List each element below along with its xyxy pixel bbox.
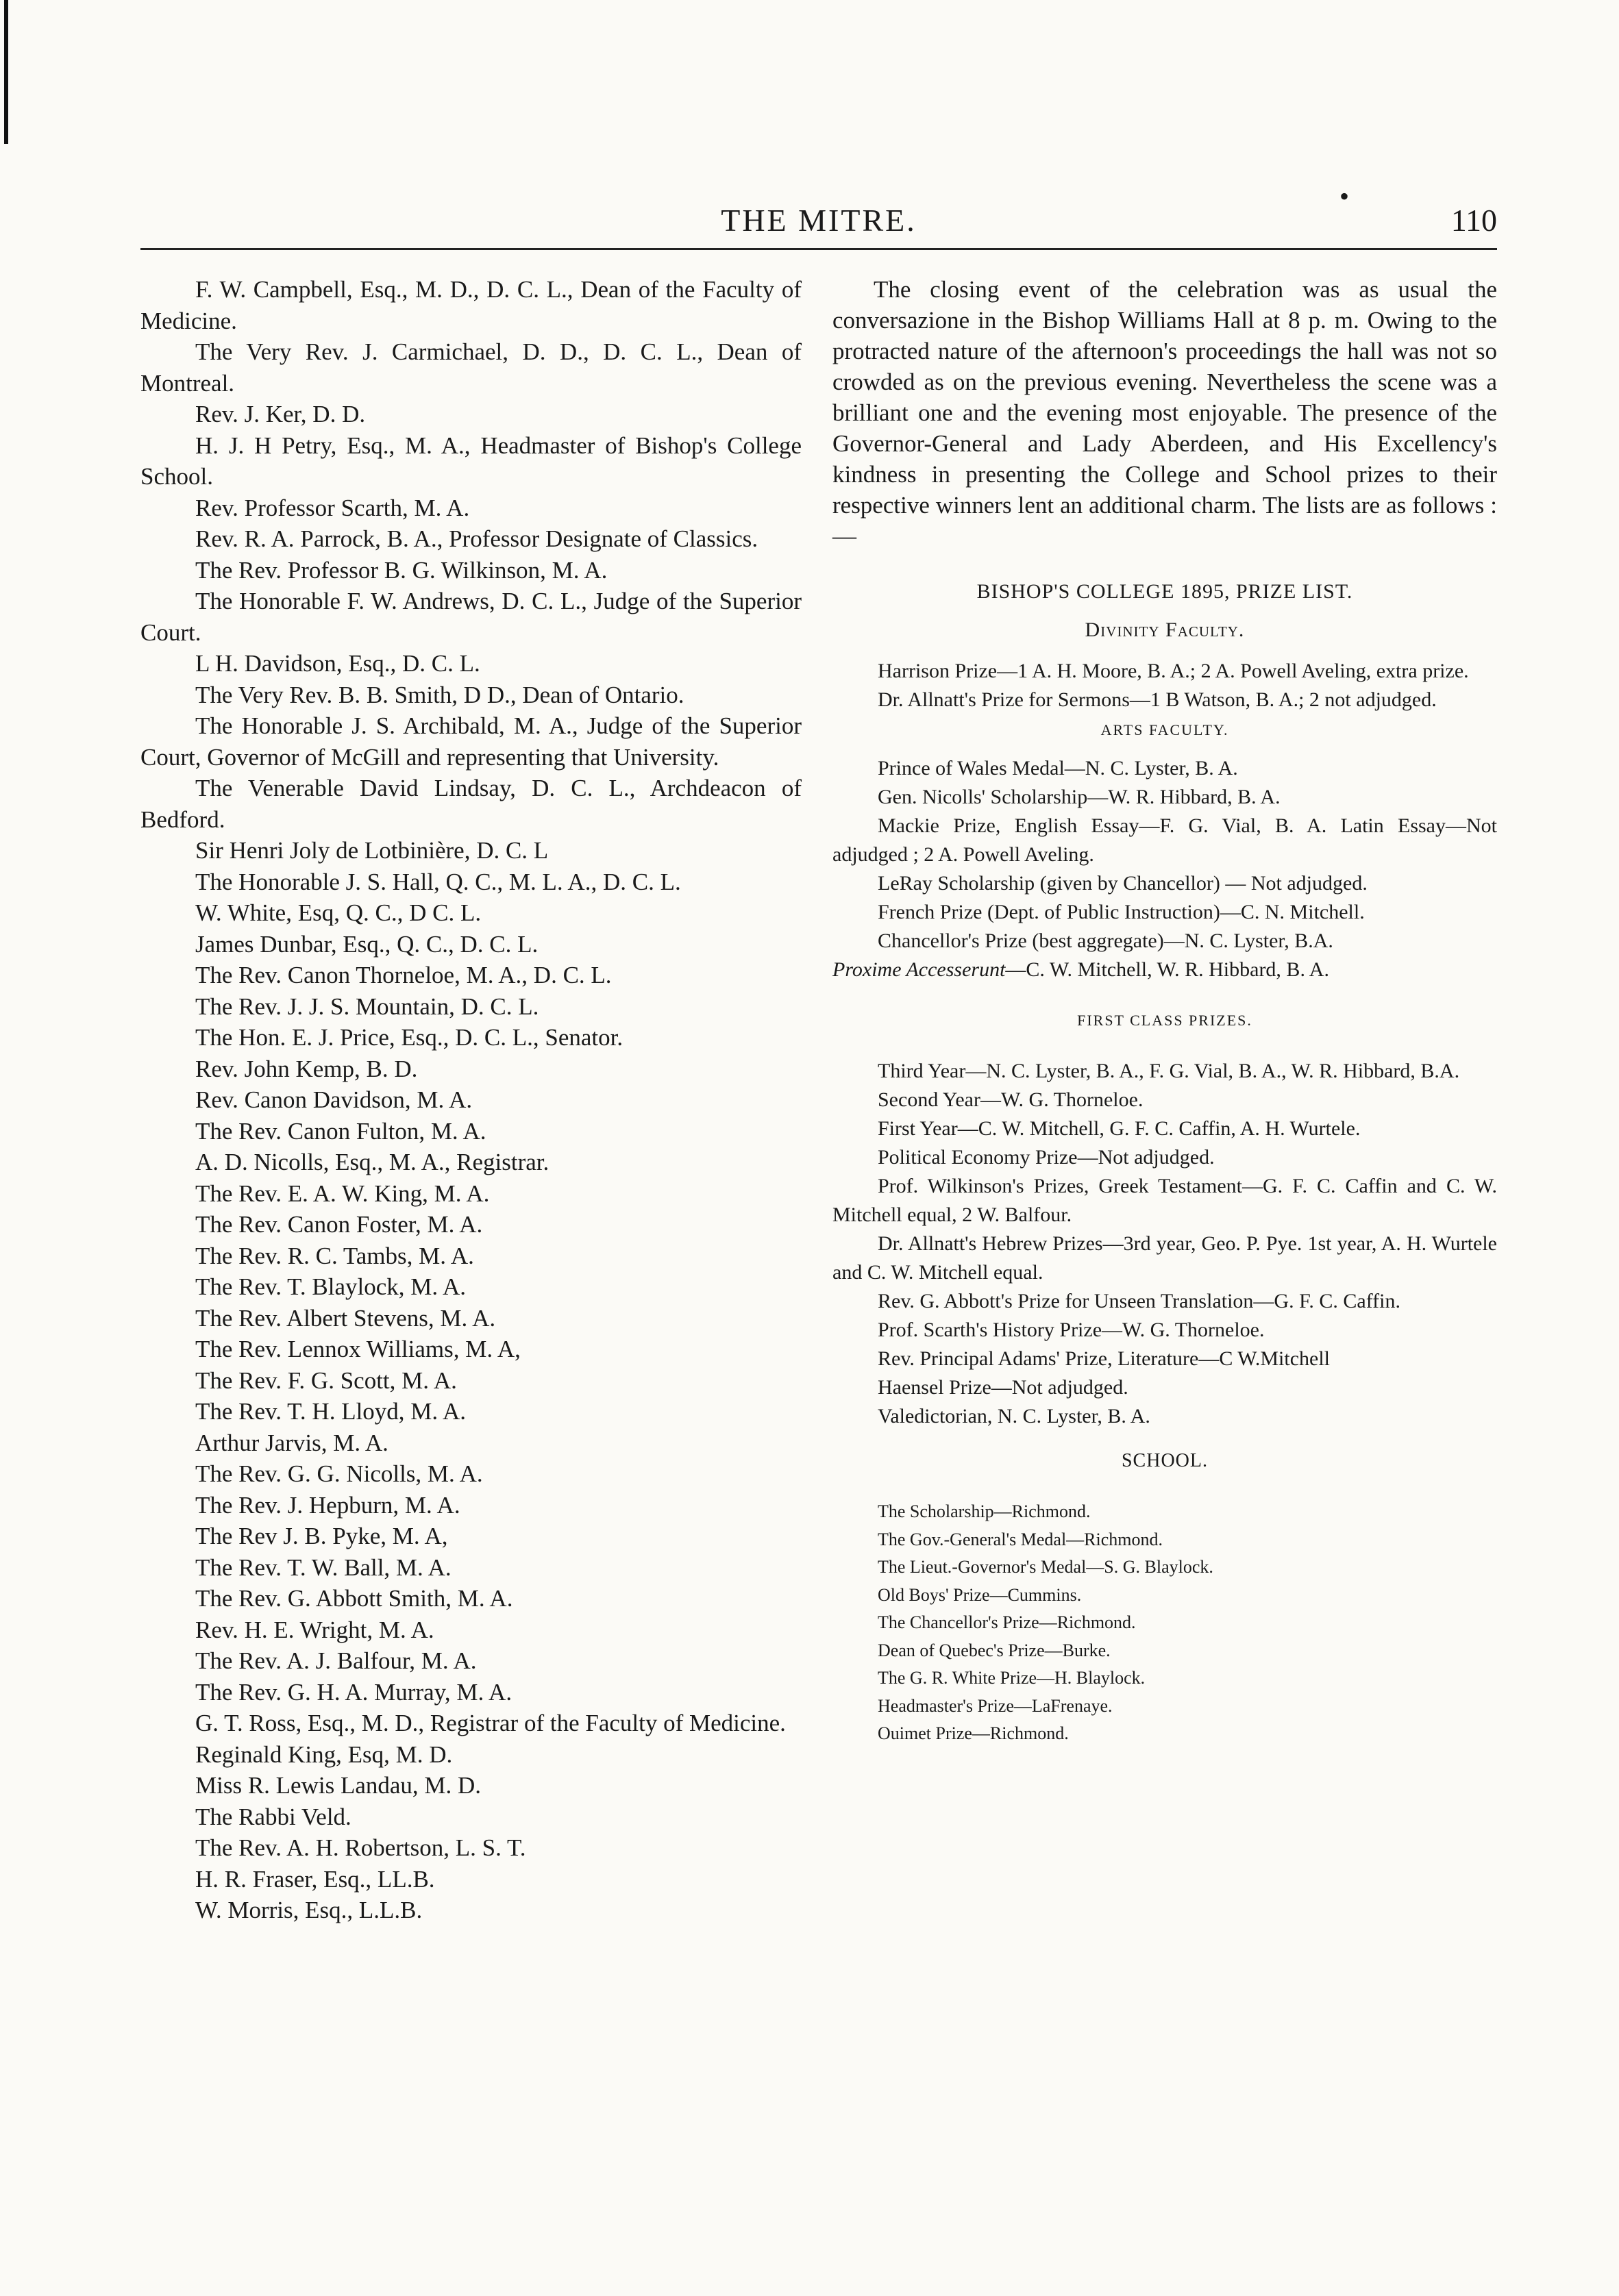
school-prize-entry: Headmaster's Prize—LaFrenaye. xyxy=(878,1695,1113,1716)
proxime-entry xyxy=(832,956,1497,984)
prize-entry: Harrison Prize—1 A. H. Moore, B. A.; 2 A. Powell Aveling, extra prize. xyxy=(878,660,1469,682)
school-prize-entry: The Gov.-General's Medal—Richmond. xyxy=(878,1529,1163,1549)
guest-entry: The Rev J. B. Pyke, M. A, xyxy=(195,1523,448,1549)
prize-entry: Prof. Scarth's History Prize—W. G. Thorneloe. xyxy=(878,1319,1265,1341)
guest-entry: The Rev. Lennox Williams, M. A, xyxy=(195,1336,521,1362)
guest-entry: The Rev. A. J. Balfour, M. A. xyxy=(195,1647,477,1674)
prize-entry: LeRay Scholarship (given by Chancellor) — Not adjudged. xyxy=(878,872,1368,895)
prize-entry: Third Year—N. C. Lyster, B. A., F. G. Vial, B. A., W. R. Hibbard, B.A. xyxy=(878,1060,1460,1082)
guest-entry: Rev. J. Ker, D. D. xyxy=(195,401,366,427)
guest-entry: The Rev. G. Abbott Smith, M. A. xyxy=(195,1585,513,1612)
guest-entry: The Honorable F. W. Andrews, D. C. L., Judge of the Superior Court. xyxy=(140,588,802,646)
prize-entry: Haensel Prize—Not adjudged. xyxy=(878,1376,1128,1399)
prize-list-heading: BISHOP'S COLLEGE 1895, PRIZE LIST. xyxy=(976,580,1353,603)
guest-entry: W. White, Esq, Q. C., D C. L. xyxy=(195,899,482,926)
guest-entry: The Honorable J. S. Hall, Q. C., M. L. A., D. C. L. xyxy=(195,868,681,895)
guest-entry: The Rev. Albert Stevens, M. A. xyxy=(195,1304,496,1332)
prize-entry: Valedictorian, N. C. Lyster, B. A. xyxy=(878,1405,1150,1427)
guest-entry: H. J. H Petry, Esq., M. A., Headmaster of Bishop's College School. xyxy=(140,432,802,490)
guest-entry: The Honorable J. S. Archibald, M. A., Judge of the Superior Court, Governor of McGill and representing that University. xyxy=(140,712,802,771)
guest-entry: Rev. R. A. Parrock, B. A., Professor Designate of Classics. xyxy=(195,525,758,552)
guest-entry: The Rev. A. H. Robertson, L. S. T. xyxy=(195,1834,526,1861)
intro-paragraph: The closing event of the celebration was as usual the conversazione in the Bishop Williams Hall at 8 p. m. Owing to the protracted nature of the afternoon's proceedings the hall was not so crowded as on the previous evening. Nevertheless the scene was a brilliant one and the evening most enjoyable. The presence of the Governor-General and Lady Aberdeen, and His Excellency's kindness in presenting the College and School prizes to their respective winners lent an additional charm. The lists are as follows :— xyxy=(832,276,1497,549)
guest-entry: The Rev. E. A. W. King, M. A. xyxy=(195,1180,490,1207)
school-prize-entry: Old Boys' Prize—Cummins. xyxy=(878,1584,1082,1605)
journal-title: THE MITRE. xyxy=(721,203,917,238)
prize-entry: Chancellor's Prize (best aggregate)—N. C. Lyster, B.A. xyxy=(878,929,1333,952)
prize-entry: Gen. Nicolls' Scholarship—W. R. Hibbard, B. A. xyxy=(878,786,1281,808)
guest-entry: The Rev. Canon Fulton, M. A. xyxy=(195,1117,486,1145)
prize-entry: Mackie Prize, English Essay—F. G. Vial, B. A. Latin Essay—Not adjudged ; 2 A. Powell Aveling. xyxy=(832,814,1497,866)
school-prize-entry: The Chancellor's Prize—Richmond. xyxy=(878,1612,1136,1632)
school-prize-entry: The Lieut.-Governor's Medal—S. G. Blaylock. xyxy=(878,1557,1213,1577)
running-header xyxy=(140,181,1497,243)
prize-entry: Dr. Allnatt's Hebrew Prizes—3rd year, Geo. P. Pye. 1st year, A. H. Wurtele and C. W. Mitchell equal. xyxy=(832,1232,1497,1284)
guest-entry: H. R. Fraser, Esq., LL.B. xyxy=(195,1865,435,1893)
guest-entry: Rev. H. E. Wright, M. A. xyxy=(195,1616,434,1643)
guest-entry: The Rev. Canon Thorneloe, M. A., D. C. L. xyxy=(195,962,612,988)
guest-entry: The Rev. T. W. Ball, M. A. xyxy=(195,1553,452,1581)
guest-entry: The Venerable David Lindsay, D. C. L., Archdeacon of Bedford. xyxy=(140,775,802,833)
prize-entry: Rev. Principal Adams' Prize, Literature—C W.Mitchell xyxy=(878,1347,1330,1370)
prize-entry: First Year—C. W. Mitchell, G. F. C. Caffin, A. H. Wurtele. xyxy=(878,1117,1361,1140)
guest-entry: Rev. John Kemp, B. D. xyxy=(195,1055,418,1082)
guest-list-column xyxy=(140,274,802,1926)
school-prize-entry: The Scholarship—Richmond. xyxy=(878,1501,1091,1521)
guest-entry: The Rev. G. H. A. Murray, M. A. xyxy=(195,1678,512,1706)
guest-entry: The Rev. G. G. Nicolls, M. A. xyxy=(195,1460,483,1487)
proxime-label: Proxime Accesserunt xyxy=(832,958,1006,981)
proxime-text: —C. W. Mitchell, W. R. Hibbard, B. A. xyxy=(1005,958,1329,981)
divinity-heading: Divinity Faculty. xyxy=(1085,619,1245,641)
prize-entry: Rev. G. Abbott's Prize for Unseen Translation—G. F. C. Caffin. xyxy=(878,1290,1400,1312)
arts-heading: ARTS FACULTY. xyxy=(1100,721,1229,738)
guest-entry: The Rev. J. Hepburn, M. A. xyxy=(195,1491,460,1519)
guest-entry: Miss R. Lewis Landau, M. D. xyxy=(195,1772,482,1799)
guest-entry: The Very Rev. J. Carmichael, D. D., D. C. L., Dean of Montreal. xyxy=(140,338,802,397)
prize-entry: Prof. Wilkinson's Prizes, Greek Testament—G. F. C. Caffin and C. W. Mitchell equal, 2 W. Balfour. xyxy=(832,1175,1497,1226)
guest-entry: L H. Davidson, Esq., D. C. L. xyxy=(195,650,480,677)
prize-entry: Prince of Wales Medal—N. C. Lyster, B. A. xyxy=(878,757,1238,779)
guest-entry: The Rev. T. H. Lloyd, M. A. xyxy=(195,1398,467,1425)
page-number: 110 xyxy=(1450,203,1497,238)
guest-entry: A. D. Nicolls, Esq., M. A., Registrar. xyxy=(195,1149,549,1175)
guest-entry: The Rev. F. G. Scott, M. A. xyxy=(195,1367,457,1394)
margin-rule xyxy=(4,0,8,144)
ink-speck: • xyxy=(1339,181,1350,212)
guest-entry: Rev. Canon Davidson, M. A. xyxy=(195,1086,473,1113)
guest-entry: The Rev. T. Blaylock, M. A. xyxy=(195,1273,466,1300)
guest-entry: Sir Henri Joly de Lotbinière, D. C. L xyxy=(195,837,549,864)
guest-entry: Arthur Jarvis, M. A. xyxy=(195,1429,388,1456)
school-heading: SCHOOL. xyxy=(1121,1450,1208,1471)
school-prize-entry: Dean of Quebec's Prize—Burke. xyxy=(878,1640,1111,1660)
guest-entry: W. Morris, Esq., L.L.B. xyxy=(195,1897,423,1923)
guest-entry: The Rev. Professor B. G. Wilkinson, M. A. xyxy=(195,556,608,584)
prize-entry: French Prize (Dept. of Public Instruction)—C. N. Mitchell. xyxy=(878,901,1365,923)
guest-entry: Reginald King, Esq, M. D. xyxy=(195,1740,453,1768)
school-prize-entry: The G. R. White Prize—H. Blaylock. xyxy=(878,1668,1146,1688)
prize-entry: Political Economy Prize—Not adjudged. xyxy=(878,1146,1215,1169)
guest-entry: Rev. Professor Scarth, M. A. xyxy=(195,494,470,521)
guest-entry: The Rev. Canon Foster, M. A. xyxy=(195,1211,483,1238)
guest-entry: The Rev. J. J. S. Mountain, D. C. L. xyxy=(195,993,539,1020)
prize-entry: Dr. Allnatt's Prize for Sermons—1 B Watson, B. A.; 2 not adjudged. xyxy=(878,688,1437,711)
guest-entry: F. W. Campbell, Esq., M. D., D. C. L., Dean of the Faculty of Medicine. xyxy=(140,276,802,334)
school-prize-entry: Ouimet Prize—Richmond. xyxy=(878,1723,1069,1743)
prize-entry: Second Year—W. G. Thorneloe. xyxy=(878,1088,1144,1111)
guest-entry: G. T. Ross, Esq., M. D., Registrar of the Faculty of Medicine. xyxy=(195,1710,786,1736)
header-rule xyxy=(140,248,1497,250)
guest-entry: The Rev. R. C. Tambs, M. A. xyxy=(195,1242,474,1269)
first-class-heading: FIRST CLASS PRIZES. xyxy=(1077,1012,1252,1029)
guest-entry: The Rabbi Veld. xyxy=(195,1803,351,1830)
guest-entry: James Dunbar, Esq., Q. C., D. C. L. xyxy=(195,930,539,958)
prize-column xyxy=(832,274,1497,1748)
guest-entry: The Hon. E. J. Price, Esq., D. C. L., Senator. xyxy=(195,1024,623,1051)
guest-entry: The Very Rev. B. B. Smith, D D., Dean of Ontario. xyxy=(195,681,684,708)
